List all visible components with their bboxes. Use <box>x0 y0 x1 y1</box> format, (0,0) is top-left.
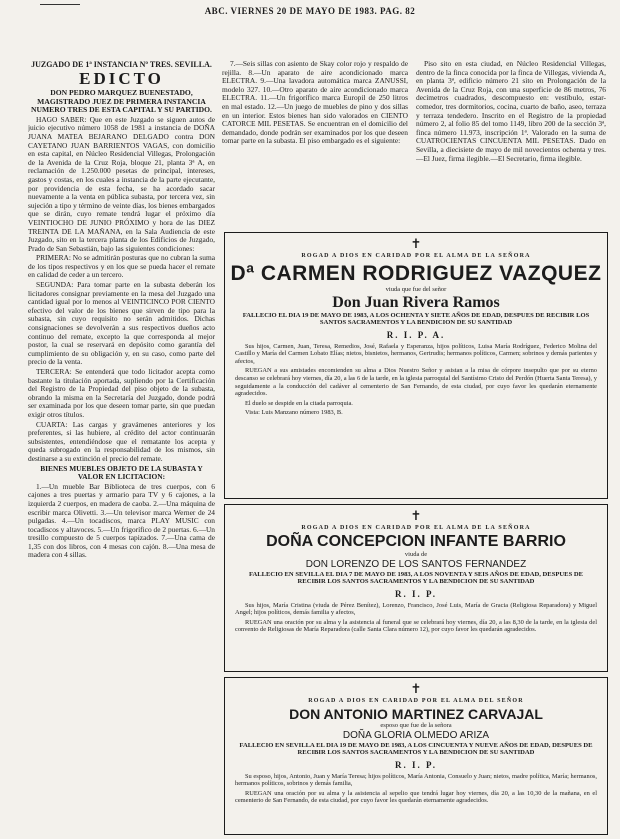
spouse-name: DON LORENZO DE LOS SANTOS FERNANDEZ <box>305 558 527 570</box>
relation-line: viuda que fue del señor <box>385 286 447 293</box>
death-notice: FALLECIO EN SEVILLA EL DIA 7 DE MAYO DE 1983, A LOS NOVENTA Y SEIS AÑOS DE EDAD, DESPUES DE RECIBIR LOS SANTOS SACRAMENTOS Y LA BENDICION DE SU SANTIDAD <box>248 570 584 586</box>
cross-icon: ✝ <box>410 508 422 523</box>
property-description: Piso sito en esta ciudad, en Núcleo Residencial Villegas, dentro de la finca conocida por la finca de Villegas, vivienda A, en planta 3ª, edificio número 21 sito en Prolongación de la Avenida de la Cruz Roja, con una superficie de 86 metros, 76 decímetros cuadrados, descompuesto en: vestíbulo, estar-comedor, tres dormitorios, cocina, cuarto de baño, aseo, terraza y terraza tendedero. Inscrito en el Registro de la propiedad número 2, al folio 85 del tomo 1149, libro 200 de la sección 3ª, finca número 11.973, inscripción 1ª. Valorado en la suma de CUATROCIENTAS CINCUENTA MIL PESETAS. Dado en Sevilla, a diecisiete de mayo de mil novecientos ochenta y tres.—El Juez, firma ilegible.—El Secretario, firma ilegible. <box>416 60 606 163</box>
family-list: Sus hijos, Carmen, Juan, Teresa, Remedios, José, Rafaela y Esperanza, hijos políticos, Luisa María Rodríguez, Federico Molina del Castillo y María del Carmen Lobato Elías; nietos, bisnietos, hermanos, Gertrudis; hermanos políticos, Carmen; sobrinos y demás parientes y afectos, <box>235 342 597 365</box>
edict-paragraph: PRIMERA: No se admitirán posturas que no cubran la suma de los tipos respectivos y en los que se pueda hacer el remate en calidad de ceder a un tercero. <box>28 253 215 280</box>
spouse-name: Don Juan Rivera Ramos <box>332 293 500 311</box>
relation-line: viuda de <box>404 551 428 558</box>
death-notice: FALLECIO EN SEVILLA EL DIA 19 DE MAYO DE 1983, A LOS CINCUENTA Y NUEVE AÑOS DE EDAD, DESPUES DE RECIBIR LOS SANTOS SACRAMENTOS Y LA BENDICION DE SU SANTIDAD <box>239 741 593 757</box>
court-heading: JUZGADO DE 1ª INSTANCIA Nº TRES. SEVILLA. <box>31 60 212 69</box>
edict-paragraph: HAGO SABER: Que en este Juzgado se siguen autos de juicio ejecutivo número 1058 de 1981 a instancia de DOÑA JUANA MATEA BEJARANO DELGADO contra DON CAYETANO JUAN BARRIENTOS VAGAS, con domicilio en esta capital, en Núcleo Residencial Villegas, Prolongación de la Avenida de la Cruz Roja, bloque 21, planta 3ª A, en reclamación de 1.250.000 pesetas de principal, intereses, gastos y costas, en los cuales a instancia de la parte ejecutante, por providencia de esta fecha, se ha acordado sacar nuevamente a la venta en pública subasta, por tercera vez, sin sujeción a tipo y término de veinte días, los bienes embargados que se dirán, cuyo remate tendrá lugar el próximo día VEINTIOCHO DE JUNIO PRÓXIMO y hora de las DIEZ TREINTA DE LA MAÑANA, en la Sala Audiencia de este Juzgado, sito en la tercera planta de los Edificios de Juzgado, Prado de San Sebastián, bajo las siguientes condiciones: <box>28 114 215 253</box>
edict-paragraph: CUARTA: Las cargas y gravámenes anteriores y los preferentes, si las hubiere, al crédito del actor continuarán subsistentes, entendiéndose que el rematante los acepta y queda subrogado en la responsabilidad de los mismos, sin destinarse a su extinción el precio del remate. <box>28 419 215 463</box>
relation-line: esposo que fue de la señora <box>380 722 452 729</box>
agency-note: Vista: Luis Manzano número 1983, B. <box>245 409 343 417</box>
deceased-name: DON ANTONIO MARTINEZ CARVAJAL <box>289 706 543 722</box>
obituary-prayer-line: ROGAD A DIOS EN CARIDAD POR EL ALMA DE LA SEÑORA <box>301 525 531 531</box>
page-header: ABC. VIERNES 20 DE MAYO DE 1983. PAG. 82 <box>204 6 416 16</box>
obituary-body <box>225 343 607 417</box>
obituary-2 <box>224 504 608 672</box>
family-list: Sus hijos, María Cristina (viuda de Pérez Benítez), Lorenzo, Francisco, José Luis, María de Gracia (Religiosa Reparadora) y Miguel Angel; hijos políticos, demás familia y afectos, <box>235 601 597 617</box>
rip: R. I. P. <box>395 759 437 770</box>
obituary-prayer-line: ROGAD A DIOS EN CARIDAD POR EL ALMA DE LA SEÑORA <box>301 253 531 259</box>
spouse-name: DOÑA GLORIA OLMEDO ARIZA <box>342 729 490 741</box>
goods-list: 1.—Un mueble Bar Biblioteca de tres cuerpos, con 6 cajones a tres puertas y armario para TV y 6 cajones, a la izquierda 2 cuerpos, en madera de caoba. 2.—Una máquina de escribir marca Olivetti. 3.—Un televisor marca Werner de 24 pulgadas. 4.—Un tocadiscos, marca PLAY MUSIC con tocadiscos y altavoces. 5.—Un frigorífico de 2 puertas. 6.—Un tresillo compuesto de 5 cuerpos tapizados. 7.—Una cama de 1,35 con dos libros, con 4 mesas con cajón. 8.—Una mesa de madera con 4 sillas. <box>28 481 215 560</box>
edict-column <box>28 60 215 830</box>
request-text: RUEGAN a sus amistades encomienden su alma a Dios Nuestro Señor y asistan a la misa de córpore insepulto que por su eterno descanso se celebrará hoy viernes, día 20, a las 6 de la tarde, en la iglesia parroquial del Santísimo Cristo del Perdón (Huerta Santa Teresa), y seguidamente a la conducción del cadáver al cementerio de San Fernando, de esta ciudad, por cuyo favor les quedarán eternamente agradecidos. <box>235 367 597 398</box>
deceased-name: Dª CARMEN RODRIGUEZ VAZQUEZ <box>230 262 602 285</box>
goods-list-cont: 7.—Seis sillas con asiento de Skay color rojo y respaldo de rejilla. 8.—Un aparato de aire acondicionado marca ELECTRA. 9.—Una lavadora automática marca ZANUSSI, modelo 327. 10.—Otro aparato de aire acondicionado marca ELECTRA. 11.—Un frigorífico marca Europil de 250 litros en mal estado. 12.—Un juego de muebles de pino y dos sillas en un interior. Estos bienes han sido valorados en CIENTO CATORCE MIL PESETAS. Se encuentran en el domicilio del demandado, donde podrán ser examinados por los que deseen tomar parte en la subasta. El piso embargado es el siguiente: <box>222 60 408 146</box>
obituary-body <box>225 602 607 634</box>
obituary-prayer-line: ROGAD A DIOS EN CARIDAD POR EL ALMA DEL SEÑOR <box>308 698 524 704</box>
obituary-3 <box>224 677 608 835</box>
obituary-1 <box>224 232 608 499</box>
edict-column-3 <box>416 60 606 228</box>
rip: R. I. P. <box>395 588 437 599</box>
cross-icon: ✝ <box>410 236 422 251</box>
judge-line: DON PEDRO MARQUEZ BUENESTADO, MAGISTRADO JUEZ DE PRIMERA INSTANCIA NUMERO TRES DE ESTA CAPITAL Y SU PARTIDO. <box>31 88 212 115</box>
edict-paragraph: SEGUNDA: Para tomar parte en la subasta deberán los licitadores consignar previamente en la mesa del Juzgado una cantidad igual por lo menos al VEINTICINCO POR CIENTO efectivo del valor de los bienes que sirven de tipo para la subasta, sin cuyo requisito no serán admitidos. Dichas consignaciones se devolverán a sus respectivos dueños acto continuo del remate, excepto la que corresponda al mejor postor, la cual se reservará en depósito como garantía del cumplimiento de su obligación y, en su caso, como parte del precio de la venta. <box>28 280 215 367</box>
cross-icon: ✝ <box>410 681 422 696</box>
top-rule <box>40 4 80 5</box>
rip: R. I. P. A. <box>386 329 446 340</box>
duel-note: El duelo se despide en la citada parroquia. <box>245 399 353 407</box>
family-list: Su esposo, hijos, Antonio, Juan y María Teresa; hijos políticos, María Antonia, Consuelo y Juan; nietos, madre política, María; hermanos, hermanos políticos, sobrinos y demás familia, <box>235 772 597 788</box>
obituary-body <box>225 773 607 805</box>
edict-column-2 <box>222 60 408 228</box>
request-text: RUEGAN una oración por su alma y la asistencia al funeral que se celebrará hoy viernes, día 20, a las 8,30 de la tarde, en la iglesia del convento de Religiosas de María Reparadora (calle Santa Clara número 12), por cuyo favor les quedarán agradecidos. <box>235 618 597 634</box>
goods-heading: BIENES MUEBLES OBJETO DE LA SUBASTA Y VALOR EN LICITACION: <box>40 463 203 482</box>
deceased-name: DOÑA CONCEPCION INFANTE BARRIO <box>266 533 566 550</box>
death-notice: FALLECIO EL DIA 19 DE MAYO DE 1983, A LOS OCHENTA Y SIETE AÑOS DE EDAD, DESPUES DE RECIBIR LOS SANTOS SACRAMENTOS Y LA BENDICION DE SU SANTIDAD <box>242 311 590 327</box>
request-text: RUEGAN una oración por su alma y la asistencia al sepelio que tendrá lugar hoy viernes, día 20, a las 10,30 de la mañana, en el cementerio de San Fernando, de esta ciudad, por cuyo favor les quedarán eternamente agradecidos. <box>235 789 597 805</box>
edict-title: EDICTO <box>79 69 164 88</box>
edict-paragraph: TERCERA: Se entenderá que todo licitador acepta como bastante la titulación aportada, supliendo por la Certificación del Registro de la Propiedad del piso objeto de la subasta, obrando la misma en la Secretaría del Juzgado, donde podrá ser examinada por los que deseen tomar parte, sin que puedan exigir otros títulos. <box>28 367 215 419</box>
